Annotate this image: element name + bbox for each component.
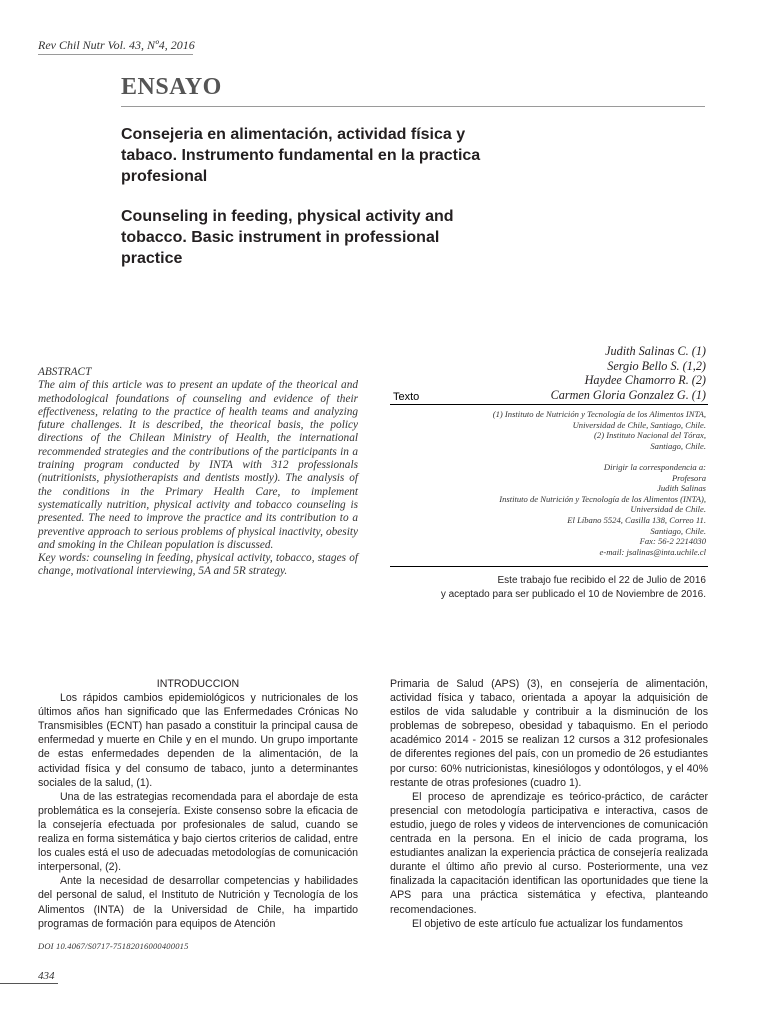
author: Sergio Bello S. (1,2) [607,358,706,373]
body-paragraph: El objetivo de este artículo fue actualizar los fundamentos [412,917,683,930]
correspondence-email: e-mail: jsalinas@inta.uchile.cl [599,546,706,557]
affiliation-line: Universidad de Chile, Santiago, Chile. [572,419,706,430]
author: Haydee Chamorro R. (2) [584,373,706,388]
body-paragraph: Primaria de Salud (APS) (3), en consejería de alimentación, actividad física y tabaco, orientada a apoyar la adquisición de estilos de vida saludable y contribuir a la disminución de los problemas de sobrepeso, obesidad y tabaquismo. En el periodo académico 2014 - 2015 se realizan 12 cursos a 312 profesionales de diferentes regiones del país, con un promedio de 26 estudiantes por curso: 60% nutricionistas, kinesiólogos y odontólogos, y el 40% restante de otras profesiones (cuadro 1). [390,678,708,789]
header-divider [38,54,193,55]
affiliation-line: (1) Instituto de Nutrición y Tecnología de los Alimentos INTA, [492,409,706,419]
page-number: 434 [38,970,55,982]
body-paragraph: Ante la necesidad de desarrollar competencias y habilidades del personal de salud, el Instituto de Nutrición y Tecnología de los Alimentos (INTA) de la Universidad de Chile, ha impartido programas de formación para equipos de Atención [38,875,358,930]
body-column-right [390,677,708,931]
correspondence [406,462,706,557]
correspondence-line: Dirigir la correspondencia a: [603,462,706,472]
section-label: ENSAYO [121,74,222,100]
correspondence-line: Instituto de Nutrición y Tecnología de los Alimentos (INTA), [499,493,706,504]
authors-divider [390,404,708,405]
correspondence-line: Profesora [671,472,706,483]
section-divider [121,106,705,107]
affiliations [406,409,706,451]
title-spanish: Consejeria en alimentación, actividad física y tabaco. Instrumento fundamental en la practica profesional [121,126,481,185]
body-paragraph: Los rápidos cambios epidemiológicos y nutricionales de los últimos años han significado que las Enfermedades Crónicas No Transmisibles (ECNT) han pasado a constituir la principal causa de enfermedad y muerte en Chile y en el mundo. Un grupo importante de estas enfermedades dependen de la alimentación, de la actividad física y del consumo de tabaco, junto a determinantes sociales de la salud, (1). [38,692,358,789]
author-list [551,344,706,402]
body-column-left [38,677,358,931]
footer-divider [0,983,58,984]
body-paragraph: Una de las estrategias recomendada para el abordaje de esta problemática es la consejería. Existe consenso sobre la eficacia de la consejería efectuada por profesionales de salud, cuando se realiza en forma sistemática y bajo ciertos criterios de calidad, entre los cuales está el uso de adecuadas metodologías de comunicación interpersonal, (2). [38,790,358,874]
journal-citation: Rev Chil Nutr Vol. 43, Nº4, 2016 [38,38,195,52]
author: Carmen Gloria Gonzalez G. (1) [550,387,706,402]
affiliation-line: (2) Instituto Nacional del Tórax, [594,430,706,441]
received-line: Este trabajo fue recibido el 22 de Julio de 2016 [497,575,706,586]
received-note [376,574,706,601]
correspondence-line: El Líbano 5524, Casilla 138, Correo 11. [567,514,706,525]
accepted-line: y aceptado para ser publicado el 10 de Noviembre de 2016. [440,588,706,600]
received-divider [390,566,708,567]
abstract [38,366,358,579]
abstract-heading: ABSTRACT [38,366,92,378]
affiliation-line: Santiago, Chile. [650,440,706,451]
abstract-body: The aim of this article was to present an update of the theorical and methodological foundations of counseling and evidence of their effectiveness, relating to the practice of health teams and analyzing future challenges. It is described, the theorical basis, the policy directions of the Chilean Ministry of Health, the international recommended strategies and the contributions of the participants in a training program conducted by INTA with 312 professionals (nutritionists, physiotherapists and dentists mostly). The analysis of the conditions in the Primary Health Care, to implement systematically nutrition, physical activity and tobacco counseling is presented. The need to improve the practice and its contribution to a preventive approach to serious problems of physical inactivity, obesity and smoking in the Chilean population is discussed. [38,379,358,551]
title-english: Counseling in feeding, physical activity and tobacco. Basic instrument in professional practice [121,208,454,267]
introduction-heading: INTRODUCCION [156,678,240,690]
text-label: Texto [393,391,420,403]
correspondence-line: Santiago, Chile. [650,525,706,536]
author: Judith Salinas C. (1) [605,344,706,358]
abstract-keywords: Key words: counseling in feeding, physical activity, tobacco, stages of change, motivational interviewing, 5A and 5R strategy. [38,552,358,578]
correspondence-line: Universidad de Chile. [630,504,706,515]
correspondence-line: Judith Salinas [657,483,706,494]
correspondence-line: Fax: 56-2 2214030 [639,536,706,547]
doi: DOI 10.4067/S0717-75182016000400015 [38,941,189,951]
body-paragraph: El proceso de aprendizaje es teórico-práctico, de carácter presencial con metodología participativa e interactiva, casos de estudio, juego de roles y videos de intervenciones de comunicación centrada en la persona. En el inicio de cada programa, los estudiantes analizan la experiencia práctica de consejería realizada durante el último año previo al curso. Posteriormente, una vez finalizada la capacitación identifican las oportunidades que tiene la APS para una práctica sistemática y efectiva, planteando recomendaciones. [390,790,708,916]
